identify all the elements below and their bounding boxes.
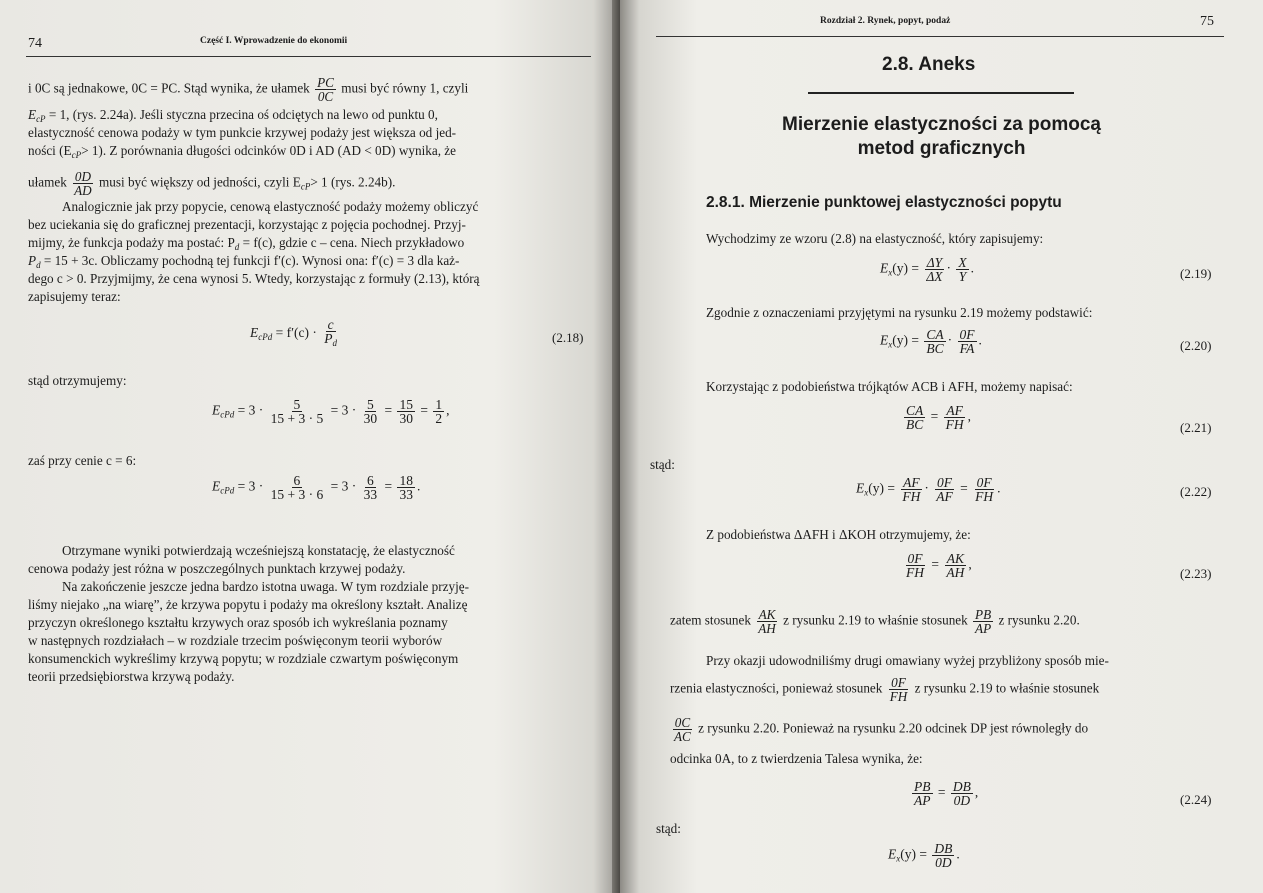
text-line: Zgodnie z oznaczeniami przyjętymi na rysunku 2.19 możemy podstawić: bbox=[706, 305, 1093, 320]
chapter-title-line-1: Mierzenie elastyczności za pomocą bbox=[782, 114, 1101, 135]
text-line: zatem stosunek $\frac{AK}{AH}$ z rysunku 2.19 to właśnie stosunek $\frac{PB}{AP}$ z rysunku 2.20. bbox=[670, 607, 1080, 636]
text-line: liśmy niejako „na wiarę”, że krzywa popytu i podaży ma określony kształt. Analizę bbox=[28, 597, 468, 612]
text-line: Przy okazji udowodniliśmy drugi omawiany wyżej przybliżony sposób mie- bbox=[706, 653, 1109, 668]
text-line: Korzystając z podobieństwa trójkątów ACB i AFH, możemy napisać: bbox=[706, 379, 1073, 394]
text-line: Z podobieństwa ΔAFH i ΔKOH otrzymujemy, że: bbox=[706, 527, 971, 542]
text-line: przyczyn określonego kształtu krzywych oraz sposób ich wykreślania poznamy bbox=[28, 615, 448, 630]
text-line: $E_{cP} = 1$, (rys. 2.24a). Jeśli styczna przecina oś odciętych na lewo od punktu 0, bbox=[28, 107, 438, 124]
equation-2-24: $\frac{PB}{AP}$ = $\frac{DB}{0D}$ , bbox=[914, 779, 979, 808]
equation-2-19: $E_x(y)$ = $\frac{\Delta Y}{\Delta X}$ · $\frac{X}{Y}$ . bbox=[880, 255, 975, 284]
running-header: Rozdział 2. Rynek, popyt, podaż bbox=[820, 16, 951, 26]
running-header: Część I. Wprowadzenie do ekonomii bbox=[200, 36, 348, 46]
text-line: elastyczność cenowa podaży w tym punkcie krzywej podaży jest większa od jed- bbox=[28, 125, 457, 140]
equation-number: (2.18) bbox=[552, 330, 584, 345]
subsection-title: 2.8.1. Mierzenie punktowej elastyczności popytu bbox=[706, 194, 1062, 211]
text-line: w następnych rozdziałach – w rozdziale trzecim poświęconym teorii wyborów bbox=[28, 633, 443, 648]
text-line: bez uciekania się do graficznej prezentacji, korzystając z pojęcia pochodnej. Przyj- bbox=[28, 217, 466, 232]
text-line: mijmy, że funkcja podaży ma postać: $P_d = f(c)$, gdzie c – cena. Niech przykładowo bbox=[28, 235, 465, 252]
header-rule bbox=[656, 36, 1224, 37]
text-line: Wychodzimy ze wzoru (2.8) na elastyczność, który zapisujemy: bbox=[706, 231, 1044, 246]
text-line: Na zakończenie jeszcze jedna bardzo istotna uwaga. W tym rozdziale przyję- bbox=[62, 579, 470, 594]
equation-number: (2.22) bbox=[1180, 484, 1212, 499]
right-page bbox=[620, 0, 1263, 893]
text-line: zaś przy cenie c = 6: bbox=[28, 453, 137, 468]
text-line: stąd: bbox=[656, 821, 681, 836]
text-line: stąd: bbox=[650, 457, 675, 472]
equation-number: (2.24) bbox=[1180, 792, 1212, 807]
page-number: 74 bbox=[28, 36, 42, 51]
header-rule bbox=[26, 56, 591, 57]
text-line: dego c > 0. Przyjmijmy, że cena wynosi 5. Wtedy, korzystając z formuły (2.13), którą bbox=[28, 271, 480, 286]
text-line: Otrzymane wyniki potwierdzają wcześniejszą konstatację, że elastyczność bbox=[62, 543, 455, 558]
text-line: Analogicznie jak przy popycie, cenową elastyczność podaży możemy obliczyć bbox=[62, 199, 479, 214]
left-page bbox=[0, 0, 618, 893]
equation-calc-6: $E_{cPd} = 3$ · $\frac{6}{15 + 3 \cdot 6}$ = 3 · $\frac{6}{33}$ = $\frac{18}{33}$ . bbox=[212, 473, 421, 502]
text-line: teorii przedsiębiorstwa krzywą podaży. bbox=[28, 669, 235, 684]
text-line: ności $(E_{cP}> 1)$. Z porównania długości odcinków 0D i AD (AD < 0D) wynika, że bbox=[28, 143, 456, 160]
equation-calc-5: $E_{cPd} = 3$ · $\frac{5}{15 + 3 \cdot 5}$ = 3 · $\frac{5}{30}$ = $\frac{15}{30}$ = $\frac{1}{2}$ , bbox=[212, 397, 450, 426]
text-line: $P_d = 15 + 3c$. Obliczamy pochodną tej funkcji f′(c). Wynosi ona: f′(c) = 3 dla każ- bbox=[28, 253, 460, 270]
text-line: $\frac{0C}{AC}$ z rysunku 2.20. Ponieważ na rysunku 2.20 odcinek DP jest równoległy do bbox=[674, 715, 1089, 744]
section-title: 2.8. Aneks bbox=[882, 54, 976, 75]
equation-2-18: $E_{cPd} = f'(c)$ · $\frac{c}{P_d}$ bbox=[250, 317, 338, 348]
equation-number: (2.19) bbox=[1180, 266, 1212, 281]
equation-number: (2.23) bbox=[1180, 566, 1212, 581]
title-rule bbox=[808, 92, 1074, 94]
text-line: ułamek $\frac{0D}{AD}$ musi być większy od jedności, czyli $E_{cP}> 1$ (rys. 2.24b). bbox=[28, 169, 396, 198]
text-line: cenowa podaży jest różna w poszczególnych punktach krzywej podaży. bbox=[28, 561, 406, 576]
text-line: i 0C są jednakowe, 0C = PC. Stąd wynika, że ułamek $\frac{PC}{0C}$ musi być równy 1, czyli bbox=[28, 75, 469, 104]
equation-2-23: $\frac{0F}{FH}$ = $\frac{AK}{AH}$ , bbox=[906, 551, 972, 580]
equation-2-20: $E_x(y)$ = $\frac{CA}{BC}$ · $\frac{0F}{FA}$ . bbox=[880, 327, 982, 356]
text-line: rzenia elastyczności, ponieważ stosunek $\frac{0F}{FH}$ z rysunku 2.19 to właśnie stosunek bbox=[670, 675, 1100, 704]
text-line: konsumenckich wykreślimy krzywą popytu; w rozdziale czwartym poświęconym bbox=[28, 651, 459, 666]
equation-number: (2.21) bbox=[1180, 420, 1212, 435]
equation-2-21: $\frac{CA}{BC}$ = $\frac{AF}{FH}$ , bbox=[906, 403, 972, 432]
equation-number: (2.20) bbox=[1180, 338, 1212, 353]
chapter-title-line-2: metod graficznych bbox=[857, 138, 1026, 159]
text-line: stąd otrzymujemy: bbox=[28, 373, 127, 388]
page-number: 75 bbox=[1200, 14, 1214, 29]
equation-final: $E_x(y)$ = $\frac{DB}{0D}$ . bbox=[888, 841, 960, 870]
text-line: zapisujemy teraz: bbox=[28, 289, 121, 304]
equation-2-22: $E_x(y)$ = $\frac{AF}{FH}$ · $\frac{0F}{AF}$ = $\frac{0F}{FH}$ . bbox=[856, 475, 1001, 504]
text-line: odcinka 0A, to z twierdzenia Talesa wynika, że: bbox=[670, 751, 923, 766]
